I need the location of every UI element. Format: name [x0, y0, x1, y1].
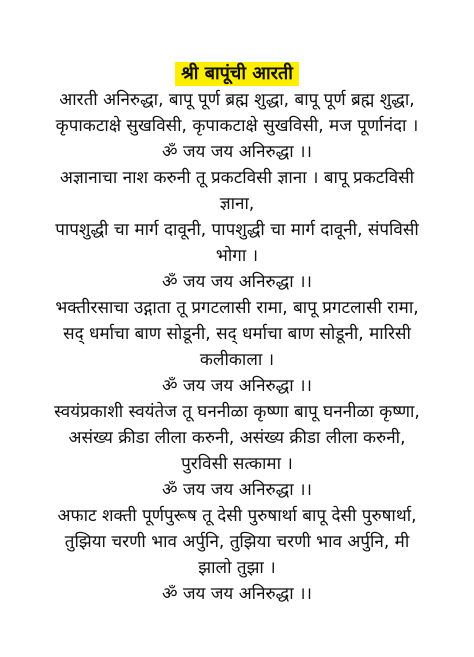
aarti-verses: [14, 87, 460, 607]
verse-line: भक्तीरसाचा उद्गाता तू प्रगटलासी रामा, बापू प्रगटलासी रामा,: [55, 298, 419, 318]
verse-line: सद् धर्माचा बाण सोडूनी, सद् धर्माचा बाण सोडूनी, मारिसी: [63, 324, 411, 344]
refrain-line: ॐ जय जय अनिरुद्धा ।।: [162, 584, 312, 604]
refrain-line: ॐ जय जय अनिरुद्धा ।।: [162, 272, 312, 292]
verse-line: अज्ञानाचा नाश करुनी तू प्रकटविसी ज्ञाना । बापू प्रकटविसी: [59, 168, 415, 188]
verse-line: स्वयंप्रकाशी स्वयंतेज तू घननीळा कृष्णा बापू घननीळा कृष्णा,: [54, 402, 420, 422]
verse-line: आरती अनिरुद्धा, बापू पूर्ण ब्रह्म शुद्धा, बापू पूर्ण ब्रह्म शुद्धा,: [59, 90, 415, 110]
verse-line: ज्ञाना,: [219, 194, 255, 214]
refrain-line: ॐ जय जय अनिरुद्धा ।।: [162, 376, 312, 396]
verse-line: भोगा ।: [215, 246, 259, 266]
verse-line: झालो तुझा ।: [198, 558, 276, 578]
verse-line: कृपाकटाक्षे सुखविसी, कृपाकटाक्षे सुखविसी, मज पूर्णानंदा ।: [55, 116, 419, 136]
title-wrapper: [0, 62, 474, 86]
verse-line: कलीकाला ।: [199, 350, 275, 370]
page-title: श्री बापूंची आरती: [175, 62, 299, 86]
refrain-line: ॐ जय जय अनिरुद्धा ।।: [162, 142, 312, 162]
refrain-line: ॐ जय जय अनिरुद्धा ।।: [162, 480, 312, 500]
verse-line: तुझिया चरणी भाव अर्पुनि, तुझिया चरणी भाव अर्पुनि, मी: [64, 532, 410, 552]
verse-line: पुरविसी सत्कामा ।: [181, 454, 293, 474]
verse-line: पापशुद्धी चा मार्ग दावूनी, पापशुद्धी चा मार्ग दावूनी, संपविसी: [55, 220, 419, 240]
verse-line: अफाट शक्ती पूर्णपुरूष तू देसी पुरुषार्था बापू देसी पुरुषार्था,: [57, 506, 417, 526]
verse-line: असंख्य क्रीडा लीला करुनी, असंख्य क्रीडा लीला करुनी,: [68, 428, 406, 448]
